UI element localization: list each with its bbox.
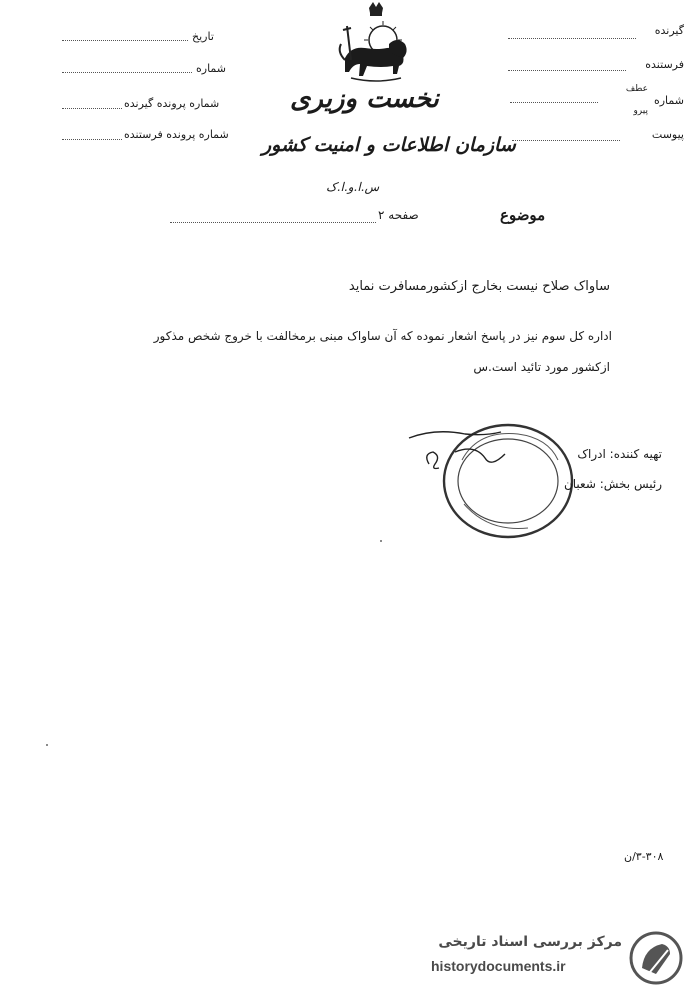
recipient-file-line — [62, 108, 122, 109]
sender-line — [508, 70, 626, 71]
letter-number-line — [62, 72, 192, 73]
body-heading: ساواک صلاح نیست بخارج ازکشورمسافرت نماید — [348, 279, 610, 294]
lion-and-sun-crest-icon — [333, 0, 419, 86]
date-label: تاریخ — [192, 30, 214, 43]
number-label: شماره — [653, 94, 684, 107]
recipient-label: گیرنده — [654, 24, 684, 37]
section-head-line: رئیس بخش: شعبان — [563, 477, 662, 491]
date-line — [62, 40, 188, 41]
recipient-line — [508, 38, 636, 39]
watermark-persian: مرکز بررسی اسناد تاریخی — [438, 934, 622, 950]
office-title: نخست وزیری — [290, 84, 439, 114]
body-paragraph-line-2: ازکشور مورد تائید است.س — [473, 360, 610, 374]
subject-label: موضوع — [500, 206, 546, 224]
organization-code: س.ا.و.ا.ک — [326, 180, 380, 194]
sender-file-label: شماره پرونده فرستنده — [124, 128, 229, 141]
sender-file-line — [62, 139, 122, 140]
speck — [380, 540, 382, 542]
reference-label: عطف — [625, 84, 648, 94]
attachment-label: پیوست — [651, 128, 684, 141]
archive-logo-icon — [628, 930, 684, 986]
document-code: ۳-۳۰۸/ن — [624, 850, 664, 863]
subject-line — [170, 222, 376, 223]
attachment-line — [512, 140, 620, 141]
handwritten-signature — [405, 424, 525, 484]
number-line — [510, 102, 598, 103]
follow-up-label: پیرو — [633, 106, 648, 116]
organization-title: سازمان اطلاعات و امنیت کشور — [262, 134, 516, 156]
watermark-url: historydocuments.ir — [431, 958, 566, 974]
recipient-file-label: شماره پرونده گیرنده — [124, 97, 220, 110]
speck — [46, 744, 48, 746]
body-paragraph-line-1: اداره کل سوم نیز در پاسخ اشعار نموده که آن ساواک مبنی برمخالفت با خروج شخص مذکور — [153, 329, 612, 343]
letter-number-label: شماره — [196, 62, 227, 75]
sender-label: فرستنده — [645, 58, 684, 71]
page-reference: صفحه ۲ — [378, 208, 419, 222]
preparer-line: تهیه کننده: ادراک — [577, 447, 662, 461]
